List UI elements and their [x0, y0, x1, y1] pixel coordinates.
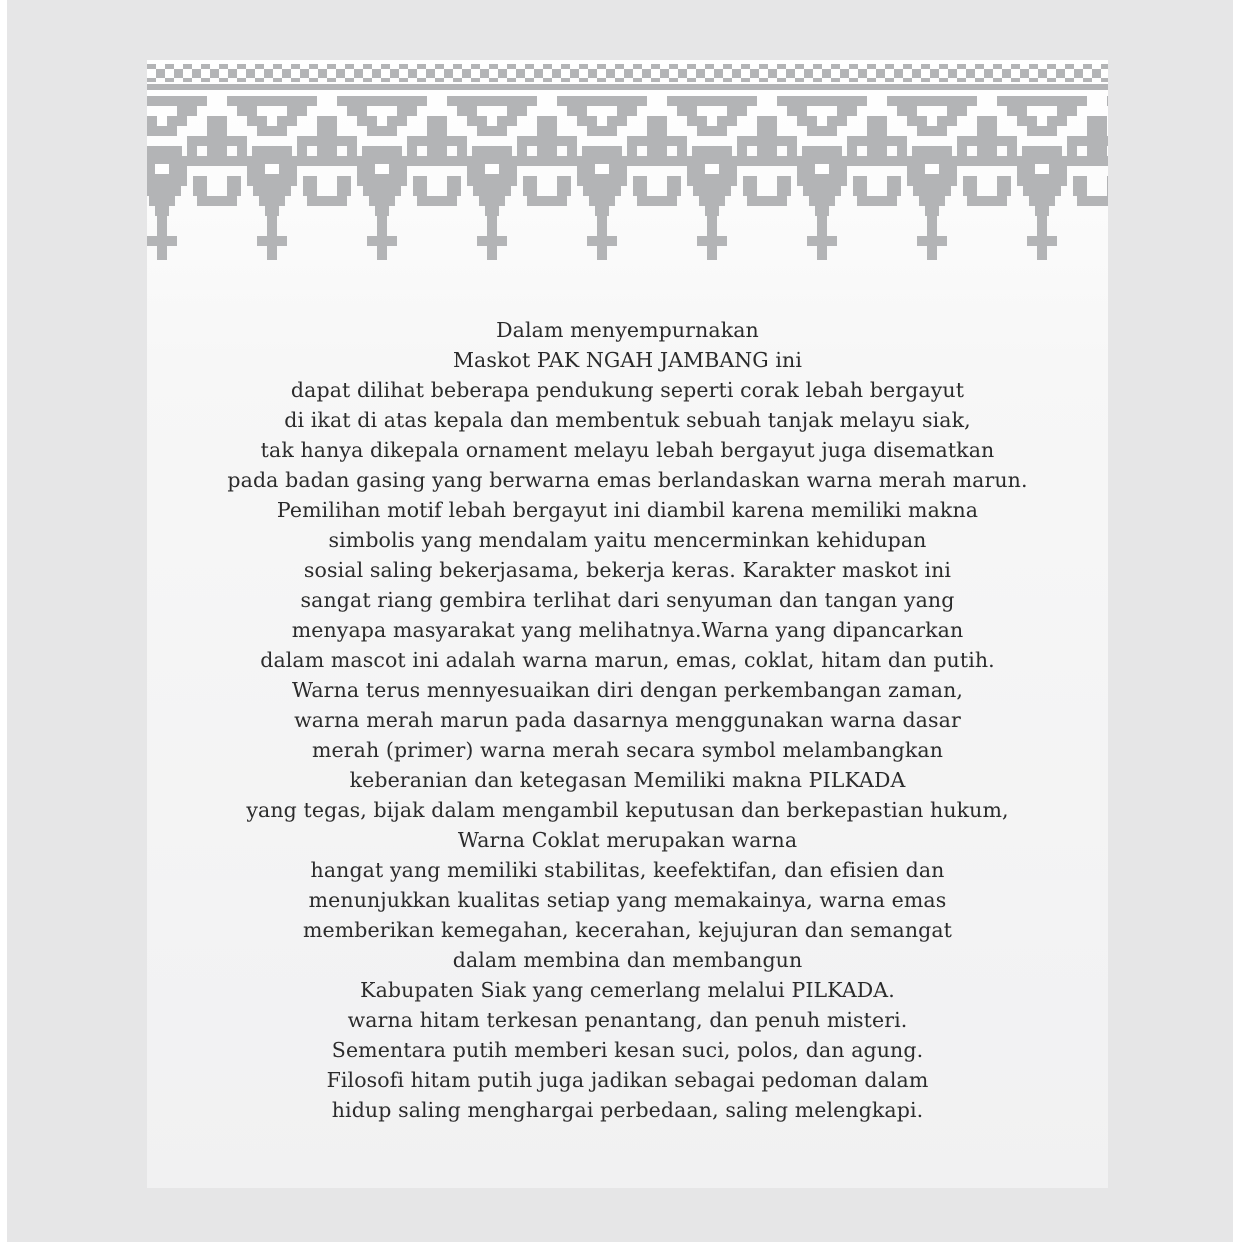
mascot-description-paragraph — [147, 315, 1108, 1125]
content-panel — [147, 60, 1108, 1188]
text-line: hangat yang memiliki stabilitas, keefektifan, dan efisien dan — [310, 858, 945, 882]
lebah-bergayut-ornament-border — [147, 60, 1108, 270]
text-line: warna merah marun pada dasarnya menggunakan warna dasar — [294, 708, 961, 732]
text-line: simbolis yang mendalam yaitu mencerminkan kehidupan — [328, 528, 927, 552]
text-line: dalam membina dan membangun — [452, 948, 803, 972]
text-line: Filosofi hitam putih juga jadikan sebagai pedoman dalam — [326, 1068, 929, 1092]
text-line: yang tegas, bijak dalam mengambil keputusan dan berkepastian hukum, — [246, 798, 1009, 822]
text-line: menunjukkan kualitas setiap yang memakainya, warna emas — [308, 888, 947, 912]
text-line: hidup saling menghargai perbedaan, saling melengkapi. — [331, 1098, 924, 1122]
page-background — [7, 0, 1233, 1242]
text-line: dalam mascot ini adalah warna marun, emas, coklat, hitam dan putih. — [260, 648, 995, 672]
text-line: Pemilihan motif lebah bergayut ini diambil karena memiliki makna — [276, 498, 979, 522]
text-line: memberikan kemegahan, kecerahan, kejujuran dan semangat — [302, 918, 953, 942]
text-line: sangat riang gembira terlihat dari senyuman dan tangan yang — [300, 588, 955, 612]
text-line: Warna Coklat merupakan warna — [457, 828, 798, 852]
text-line: merah (primer) warna merah secara symbol melambangkan — [311, 738, 944, 762]
text-line: keberanian dan ketegasan Memiliki makna PILKADA — [349, 768, 906, 792]
text-line: Sementara putih memberi kesan suci, polos, dan agung. — [331, 1038, 924, 1062]
text-line: tak hanya dikepala ornament melayu lebah bergayut juga disematkan — [260, 438, 995, 462]
text-line: dapat dilihat beberapa pendukung seperti corak lebah bergayut — [290, 378, 965, 402]
text-line: pada badan gasing yang berwarna emas berlandaskan warna merah marun. — [227, 468, 1028, 492]
text-line: Warna terus mennyesuaikan diri dengan perkembangan zaman, — [291, 678, 964, 702]
text-line: menyapa masyarakat yang melihatnya.Warna yang dipancarkan — [291, 618, 964, 642]
text-line: sosial saling bekerjasama, bekerja keras. Karakter maskot ini — [303, 558, 952, 582]
text-line: di ikat di atas kepala dan membentuk sebuah tanjak melayu siak, — [284, 408, 971, 432]
text-line: Kabupaten Siak yang cemerlang melalui PILKADA. — [360, 978, 895, 1002]
text-line: Dalam menyempurnakan — [496, 318, 759, 342]
text-line: Maskot PAK NGAH JAMBANG ini — [452, 348, 803, 372]
text-line: warna hitam terkesan penantang, dan penuh misteri. — [347, 1008, 908, 1032]
